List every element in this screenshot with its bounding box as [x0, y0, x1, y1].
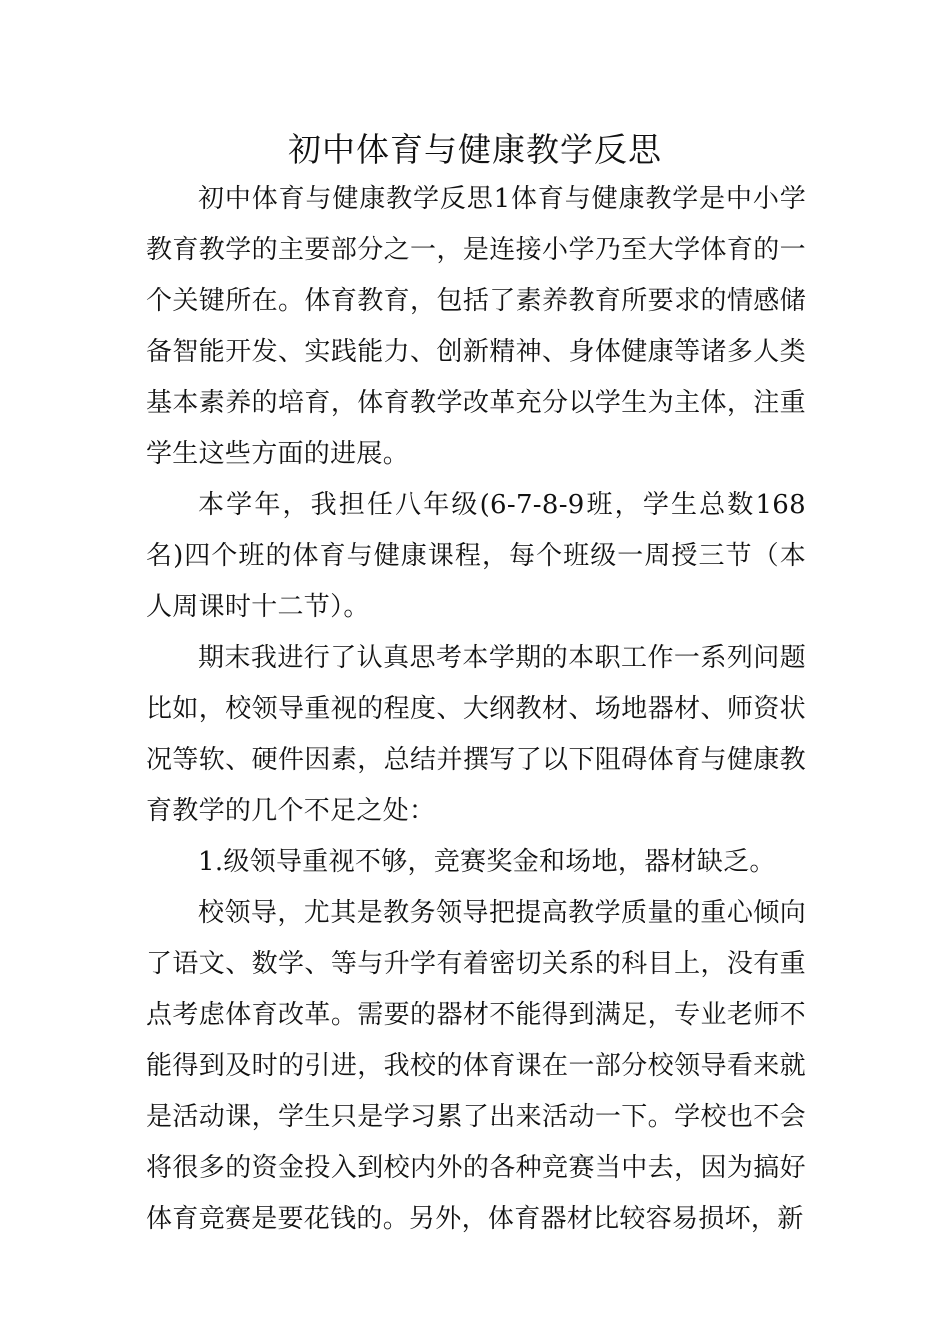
paragraph-intro: 初中体育与健康教学反思1体育与健康教学是中小学教育教学的主要部分之一，是连接小学乃至大学体育的一个关键所在。体育教育，包括了素养教育所要求的情感储备智能开发、实践能力、创新精神、身体健康等诸多人类基本素养的培育，体育教学改革充分以学生为主体，注重学生这些方面的进展。 [146, 184, 806, 469]
document-title: 初中体育与健康教学反思 [288, 130, 662, 169]
paragraph-leadership: 校领导，尤其是教务领导把提高教学质量的重心倾向了语文、数学、等与升学有着密切关系的科目上，没有重点考虑体育改革。需要的器材不能得到满足，专业老师不能得到及时的引进，我校的体育课在一部分校领导看来就是活动课，学生只是学习累了出来活动一下。学校也不会将很多的资金投入到校内外的各种竞赛当中去，因为搞好体育竞赛是要花钱的。另外，体育器材比较容易损坏，新 [146, 898, 806, 1234]
paragraph-teaching-load: 本学年，我担任八年级(6-7-8-9班，学生总数168名)四个班的体育与健康课程，每个班级一周授三节（本人周课时十二节）。 [146, 490, 806, 622]
document-body [146, 174, 806, 1245]
paragraph-point-1: 1.级领导重视不够，竞赛奖金和场地，器材缺乏。 [198, 847, 776, 877]
paragraph-reflection: 期末我进行了认真思考本学期的本职工作一系列问题比如，校领导重视的程度、大纲教材、场地器材、师资状况等软、硬件因素，总结并撰写了以下阻碍体育与健康教育教学的几个不足之处： [146, 643, 806, 826]
